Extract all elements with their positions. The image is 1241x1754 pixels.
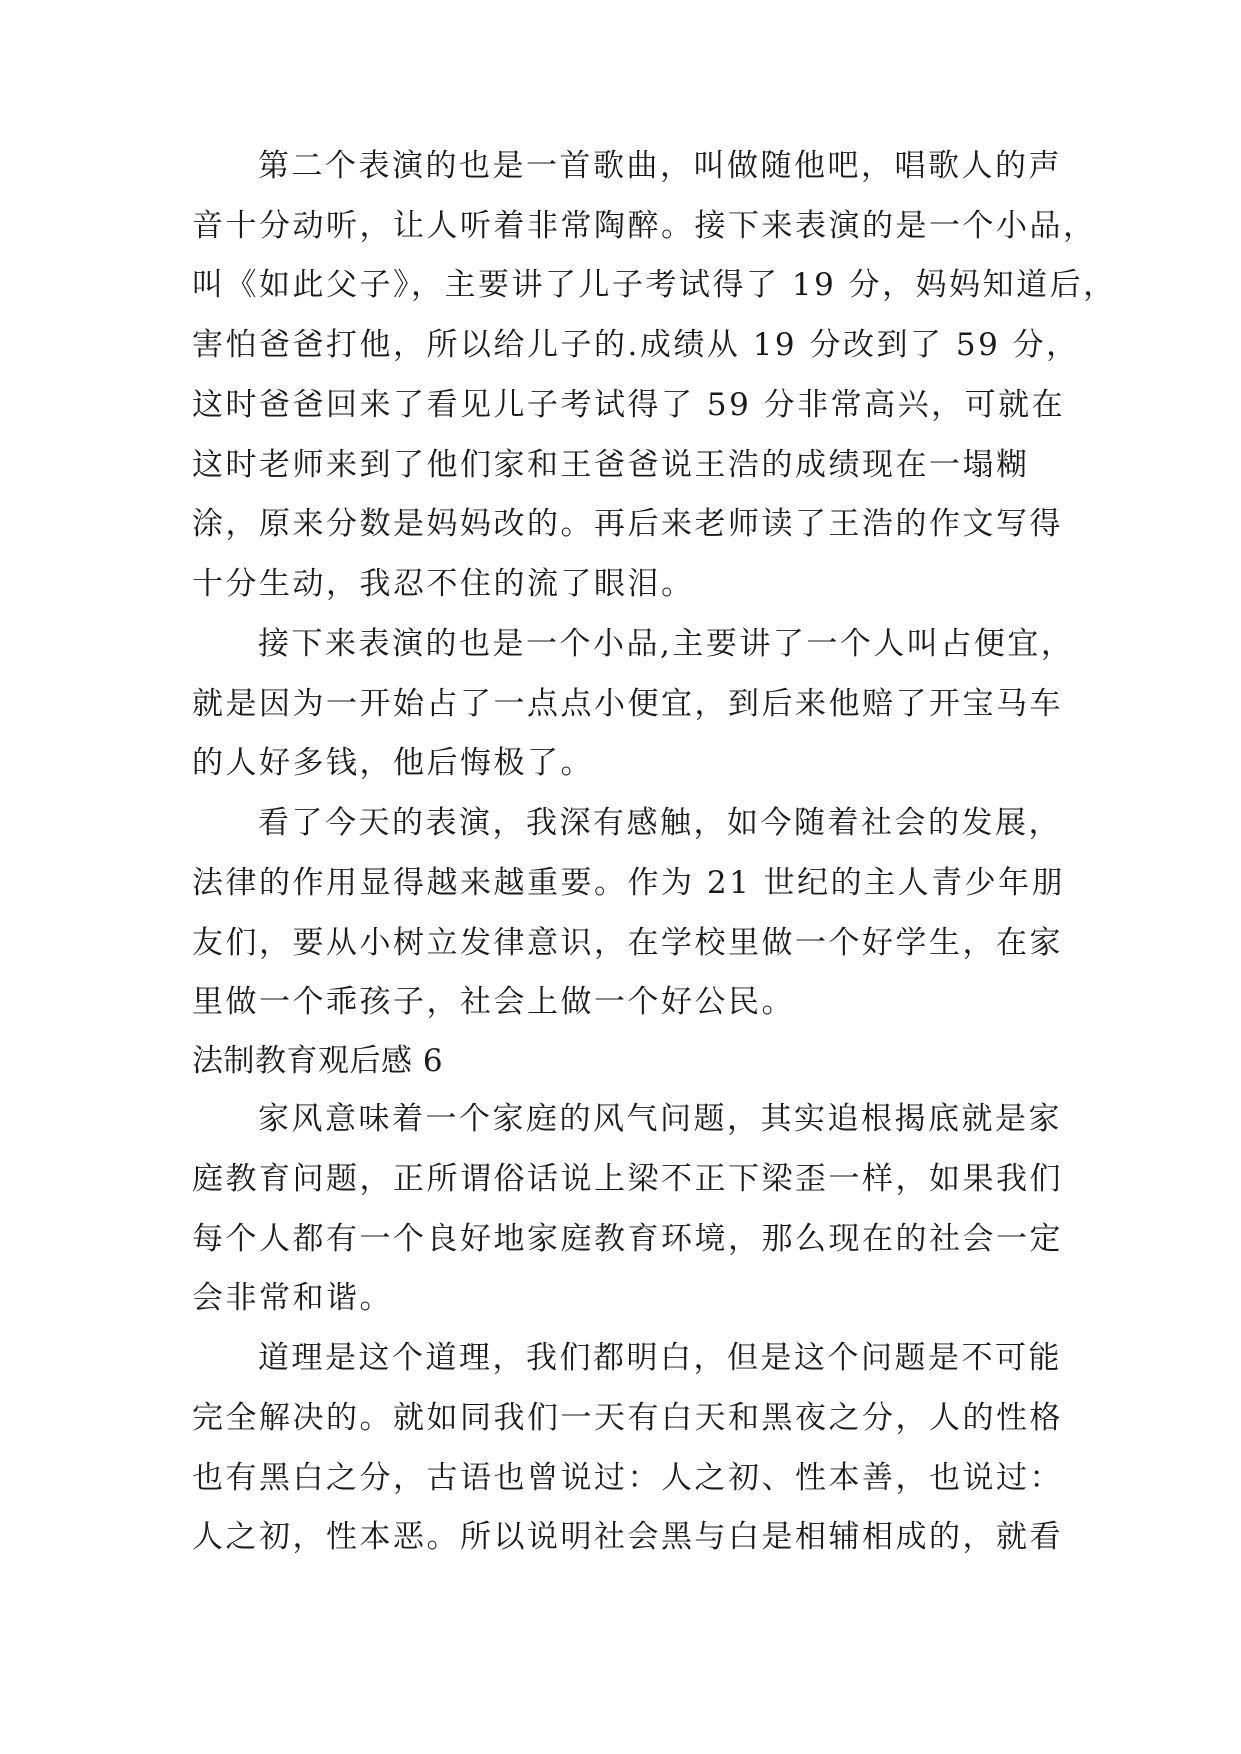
paragraph-1-line-8: 十分生动，我忍不住的流了眼泪。 [192,566,695,602]
paragraph-2-line-2: 就是因为一开始占了一点点小便宜，到后来他赔了开宝马车 [192,686,1063,722]
paragraph-4-line-2: 庭教育问题，正所谓俗话说上梁不正下梁歪一样，如果我们 [192,1161,1063,1197]
paragraph-5-line-1: 道理是这个道理，我们都明白，但是这个问题是不可能 [258,1340,1062,1376]
paragraph-5-line-4: 人之初，性本恶。所以说明社会黑与白是相辅相成的，就看 [192,1519,1063,1555]
paragraph-3-line-1: 看了今天的表演，我深有感触，如今随着社会的发展， [258,805,1062,841]
paragraph-1-line-5: 这时爸爸回来了看见儿子考试得了 59 分非常高兴，可就在 [192,387,1066,423]
paragraph-1-line-3: 叫《如此父子》，主要讲了儿子考试得了 19 分，妈妈知道后， [192,267,1117,303]
paragraph-4-line-4: 会非常和谐。 [192,1280,393,1316]
paragraph-2-line-3: 的人好多钱，他后悔极了。 [192,745,594,781]
paragraph-3-line-4: 里做一个乖孩子，社会上做一个好公民。 [192,984,795,1020]
paragraph-3-line-3: 友们，要从小树立发律意识，在学校里做一个好学生，在家 [192,925,1063,961]
paragraph-1-line-4: 害怕爸爸打他，所以给儿子的.成绩从 19 分改到了 59 分， [192,327,1080,363]
paragraph-1-line-7: 涂，原来分数是妈妈改的。再后来老师读了王浩的作文写得 [192,506,1063,542]
paragraph-1-line-2: 音十分动听，让人听着非常陶醉。接下来表演的是一个小品， [192,208,1097,244]
paragraph-1-line-6: 这时老师来到了他们家和王爸爸说王浩的成绩现在一塌糊 [192,447,1030,483]
paragraph-5-line-3: 也有黑白之分，古语也曾说过：人之初、性本善，也说过： [192,1460,1063,1496]
paragraph-1-line-1: 第二个表演的也是一首歌曲，叫做随他吧，唱歌人的声 [258,148,1062,184]
section-heading: 法制教育观后感 6 [192,1043,444,1079]
paragraph-2-line-1: 接下来表演的也是一个小品,主要讲了一个人叫占便宜， [258,626,1075,662]
paragraph-4-line-3: 每个人都有一个良好地家庭教育环境，那么现在的社会一定 [192,1221,1063,1257]
paragraph-3-line-2: 法律的作用显得越来越重要。作为 21 世纪的主人青少年朋 [192,865,1066,901]
paragraph-4-line-1: 家风意味着一个家庭的风气问题，其实追根揭底就是家 [258,1101,1062,1137]
paragraph-5-line-2: 完全解决的。就如同我们一天有白天和黑夜之分，人的性格 [192,1400,1063,1436]
